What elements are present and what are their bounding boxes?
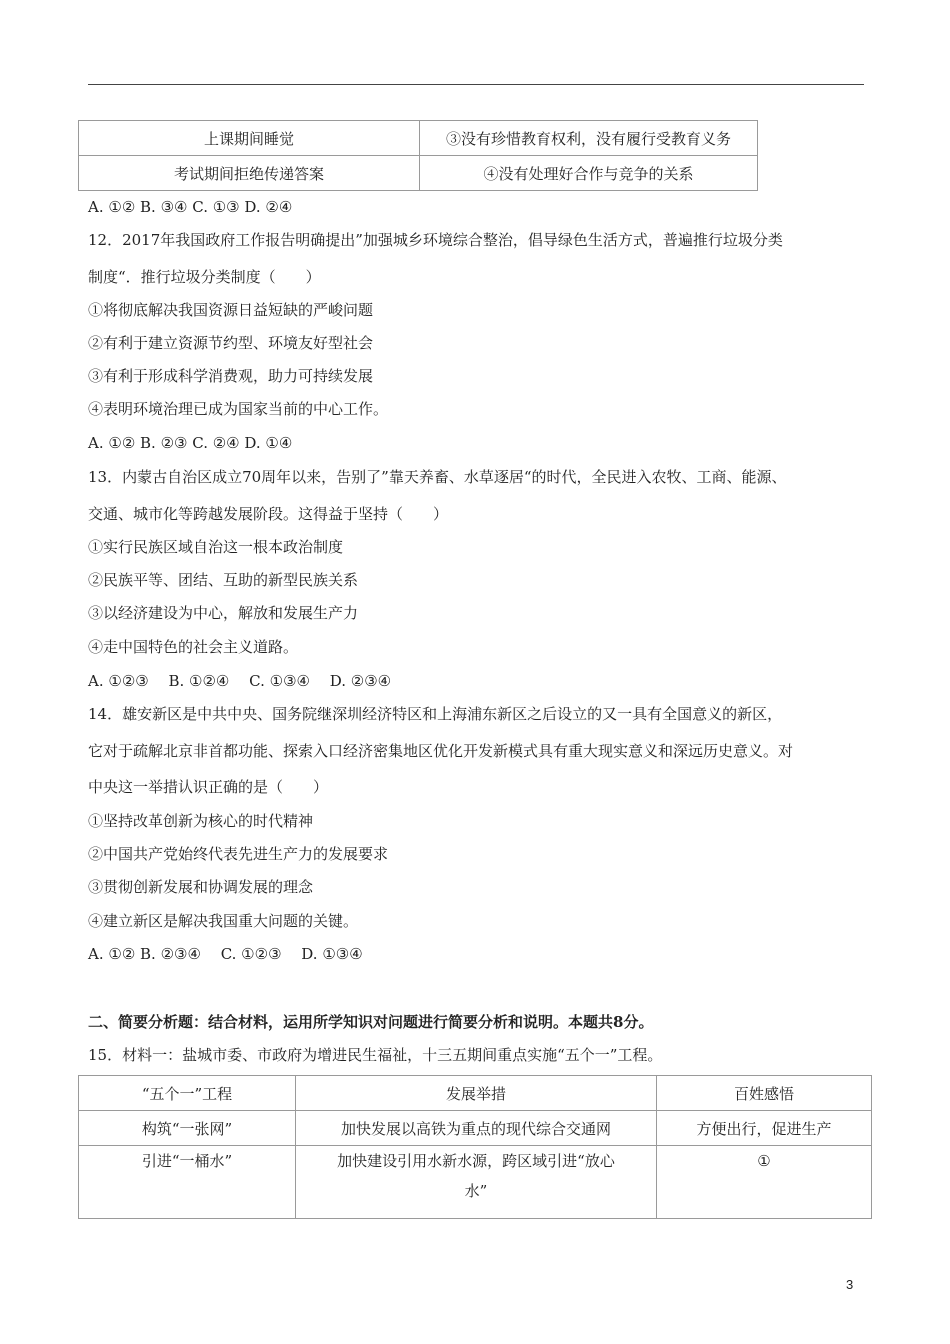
q14-options: A. ①② B. ②③④ C. ①②③ D. ①③④ bbox=[88, 945, 363, 963]
table-header-cell: “五个一”工程 bbox=[79, 1076, 296, 1111]
table-cell: 考试期间拒绝传递答案 bbox=[79, 156, 420, 191]
table-cell: ③没有珍惜教育权利，没有履行受教育义务 bbox=[420, 121, 758, 156]
q13-options: A. ①②③ B. ①②④ C. ①③④ D. ②③④ bbox=[88, 672, 392, 690]
table-five-projects bbox=[78, 1075, 872, 1219]
q12-stem-line2: 制度“．推行垃圾分类制度（ ） bbox=[88, 268, 321, 286]
table-header-cell: 发展举措 bbox=[296, 1076, 657, 1111]
q14-item-3: ③贯彻创新发展和协调发展的理念 bbox=[88, 878, 314, 896]
q11-options: A. ①② B. ③④ C. ①③ D. ②④ bbox=[88, 198, 293, 216]
table-header-cell: 百姓感悟 bbox=[657, 1076, 872, 1111]
table-row bbox=[79, 121, 758, 156]
table-cell: ① bbox=[657, 1146, 872, 1219]
table-row bbox=[79, 1111, 872, 1146]
table-row bbox=[79, 156, 758, 191]
q12-item-2: ②有利于建立资源节约型、环境友好型社会 bbox=[88, 334, 374, 352]
q13-item-2: ②民族平等、团结、互助的新型民族关系 bbox=[88, 571, 359, 589]
q12-stem-line1: 12．2017年我国政府工作报告明确提出”加强城乡环境综合整治，倡导绿色生活方式，普遍推行垃圾分类 bbox=[88, 231, 783, 249]
table-behaviors bbox=[78, 120, 758, 191]
q14-stem-line3: 中央这一举措认识正确的是（ ） bbox=[88, 778, 329, 796]
q14-stem-line1: 14．雄安新区是中共中央、国务院继深圳经济特区和上海浦东新区之后设立的又一具有全国意义的新区， bbox=[88, 705, 783, 723]
table-cell: 构筑“一张网” bbox=[79, 1111, 296, 1146]
q13-item-4: ④走中国特色的社会主义道路。 bbox=[88, 638, 299, 656]
q13-item-1: ①实行民族区域自治这一根本政治制度 bbox=[88, 538, 344, 556]
table-cell: 引进“一桶水” bbox=[79, 1146, 296, 1219]
table-cell: 加快发展以高铁为重点的现代综合交通网 bbox=[296, 1111, 657, 1146]
q13-stem-line2: 交通、城市化等跨越发展阶段。这得益于坚持（ ） bbox=[88, 505, 449, 523]
q12-item-4: ④表明环境治理已成为国家当前的中心工作。 bbox=[88, 400, 389, 418]
q12-options: A. ①② B. ②③ C. ②④ D. ①④ bbox=[88, 434, 293, 452]
q14-item-4: ④建立新区是解决我国重大问题的关键。 bbox=[88, 912, 359, 930]
q14-item-2: ②中国共产党始终代表先进生产力的发展要求 bbox=[88, 845, 389, 863]
table-cell: 上课期间睡觉 bbox=[79, 121, 420, 156]
q15-stem: 15．材料一：盐城市委、市政府为增进民生福祉，十三五期间重点实施“五个一”工程。 bbox=[88, 1046, 663, 1064]
table-cell: 方便出行，促进生产 bbox=[657, 1111, 872, 1146]
table-cell: ④没有处理好合作与竞争的关系 bbox=[420, 156, 758, 191]
page-number: 3 bbox=[846, 1277, 854, 1292]
table-header-row bbox=[79, 1076, 872, 1111]
q12-item-1: ①将彻底解决我国资源日益短缺的严峻问题 bbox=[88, 301, 374, 319]
q13-item-3: ③以经济建设为中心，解放和发展生产力 bbox=[88, 604, 359, 622]
q12-item-3: ③有利于形成科学消费观，助力可持续发展 bbox=[88, 367, 374, 385]
q14-item-1: ①坚持改革创新为核心的时代精神 bbox=[88, 812, 314, 830]
table-cell bbox=[296, 1146, 657, 1219]
q14-stem-line2: 它对于疏解北京非首都功能、探索入口经济密集地区优化开发新模式具有重大现实意义和深远历史意义。对 bbox=[88, 742, 794, 760]
section2-heading: 二、简要分析题：结合材料，运用所学知识对问题进行简要分析和说明。本题共8分。 bbox=[88, 1013, 654, 1031]
q13-stem-line1: 13．内蒙古自治区成立70周年以来，告别了”靠天养畜、水草逐居“的时代，全民进入农牧、工商、能源、 bbox=[88, 468, 787, 486]
cell-line: 加快建设引用水新水源，跨区域引进“放心 bbox=[337, 1152, 615, 1170]
cell-line: 水” bbox=[464, 1182, 488, 1200]
header-rule bbox=[88, 84, 864, 85]
table-row bbox=[79, 1146, 872, 1219]
